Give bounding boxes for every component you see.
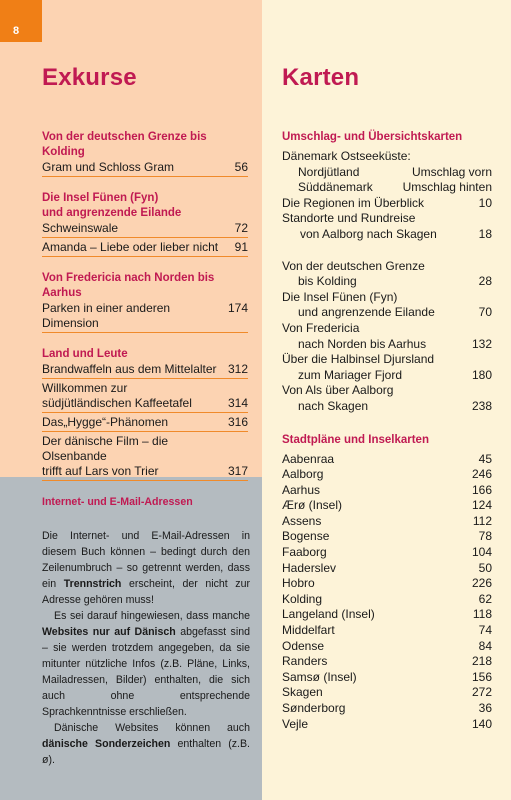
entry-title: Kolding (282, 591, 323, 606)
city-map-entry[interactable] (282, 561, 492, 577)
text-run: Dänische Websites können auch (54, 722, 250, 734)
exkurse-list (42, 130, 248, 495)
entry-title: Hobro (282, 576, 315, 591)
internet-paragraph (42, 720, 250, 768)
exkurse-group (42, 130, 248, 177)
entry-page: 124 (471, 498, 492, 513)
entry-title: Odense (282, 638, 325, 653)
heading-line: Land und Leute (42, 348, 128, 360)
entry-title: nach Skagen (298, 398, 369, 413)
entry-title: bis Kolding (298, 274, 357, 289)
exkurse-group-heading (42, 191, 248, 221)
item-page: 312 (227, 362, 248, 376)
entry-page: 62 (478, 591, 492, 606)
overview-entry[interactable] (282, 196, 492, 212)
entry-page: Umschlag vorn (411, 164, 492, 179)
item-title-line: südjütländischen Kaffeetafel (42, 396, 192, 410)
entry-title: und angrenzende Eilande (298, 305, 435, 320)
overview-entry[interactable] (282, 211, 492, 227)
item-page: 316 (227, 415, 248, 429)
internet-heading: Internet- und E-Mail-Adressen (42, 496, 193, 508)
city-map-entry[interactable] (282, 639, 492, 655)
item-title: Amanda – Liebe oder lieber nicht (42, 240, 219, 254)
regional-map-entry[interactable] (282, 321, 492, 337)
city-map-entry[interactable] (282, 529, 492, 545)
entry-title: Süddänemark (298, 180, 373, 195)
entry-page: 140 (471, 716, 492, 731)
exkurse-group-heading (42, 271, 248, 301)
item-title: Schweinswale (42, 221, 119, 235)
regional-map-entry[interactable] (282, 259, 492, 275)
entry-title: Haderslev (282, 560, 337, 575)
city-map-entry[interactable] (282, 483, 492, 499)
item-title: Parken in einer anderen Dimension (42, 301, 171, 330)
item-page: 317 (227, 464, 248, 478)
overview-entry[interactable] (282, 165, 492, 181)
overview-entry[interactable] (282, 149, 492, 165)
item-page: 72 (234, 221, 248, 235)
entry-title: Assens (282, 513, 322, 528)
bold-run: dänische Sonderzeichen (42, 738, 171, 750)
text-run: abgefasst sind – sie werden trotzdem angegeben, da sie mitunter nützliche Infos (z.B. Pläne, Links, Mailadressen, Bilder) enthalten, die sich auch ohne entsprechende Sprachkenntnisse erschließen. (42, 626, 250, 718)
entry-page: 132 (471, 336, 492, 351)
internet-paragraph (42, 608, 250, 720)
entry-page: 74 (478, 623, 492, 638)
city-map-entry[interactable] (282, 670, 492, 686)
city-map-entry[interactable] (282, 623, 492, 639)
entry-title: Randers (282, 654, 328, 669)
entry-page: 28 (478, 274, 492, 289)
entry-page: 78 (478, 529, 492, 544)
city-map-entry[interactable] (282, 592, 492, 608)
entry-title: Die Regionen im Überblick (282, 195, 425, 210)
city-map-entry[interactable] (282, 467, 492, 483)
entry-page: 18 (478, 226, 492, 241)
entry-title: Sønderborg (282, 701, 346, 715)
entry-title: Die Insel Fünen (Fyn) (282, 289, 398, 304)
entry-title: Aabenraa (282, 451, 335, 466)
entry-page: 10 (478, 195, 492, 210)
regional-list (282, 259, 492, 415)
item-page: 314 (227, 396, 248, 410)
regional-map-entry[interactable] (282, 290, 492, 306)
text-run: enthalten (z.B. ø). (42, 738, 250, 766)
entry-title: Über die Halbinsel Djursland (282, 352, 435, 367)
city-map-entry[interactable] (282, 607, 492, 623)
item-page: 91 (234, 240, 248, 254)
exkurse-item[interactable] (42, 381, 248, 413)
item-title (42, 434, 220, 479)
entry-title: Middelfart (282, 623, 335, 638)
entry-title: nach Norden bis Aarhus (298, 336, 427, 351)
item-title: Das„Hygge“-Phänomen (42, 415, 169, 429)
heading-line: Von Fredericia nach Norden bis Aarhus (42, 272, 215, 299)
regional-map-entry[interactable] (282, 305, 492, 321)
internet-paragraph (42, 528, 250, 608)
overview-heading: Umschlag- und Übersichtskarten (282, 131, 463, 143)
entry-page: Umschlag hinten (402, 180, 492, 195)
entry-page: 112 (472, 513, 492, 528)
entry-title: Langeland (Insel) (282, 607, 375, 622)
entry-title: von Aalborg nach Skagen (300, 226, 437, 241)
text-run: Die Internet- und E-Mail-Adressen in diesem Buch können – bedingt durch den Zeilenumbruch – so getrennt werden, dass ein (42, 530, 250, 590)
entry-page: 45 (478, 451, 492, 466)
regional-map-entry[interactable] (282, 399, 492, 415)
exkurse-item[interactable] (42, 160, 248, 177)
city-map-entry[interactable] (282, 514, 492, 530)
internet-info (42, 494, 250, 768)
entry-title: Vejle (282, 716, 309, 731)
exkurse-item[interactable] (42, 434, 248, 481)
item-title: Gram und Schloss Gram (42, 160, 175, 174)
entry-page: 156 (471, 669, 492, 684)
text-run: erscheint, der nicht zur Adresse gehören muss! (42, 578, 250, 606)
entry-title: zum Mariager Fjord (298, 367, 403, 382)
city-map-entry[interactable] (282, 685, 492, 701)
entry-title: Faaborg (282, 545, 327, 560)
text-run: Es sei darauf hingewiesen, dass manche (54, 610, 250, 622)
entry-page: 218 (471, 654, 492, 669)
entry-title: Skagen (282, 685, 323, 700)
exkurse-group (42, 271, 248, 333)
exkurse-item[interactable] (42, 240, 248, 257)
exkurse-item[interactable] (42, 362, 248, 379)
entry-title: Aalborg (282, 467, 324, 482)
city-heading: Stadtpläne und Inselkarten (282, 433, 429, 446)
item-page: 56 (234, 160, 248, 174)
item-title-line: Der dänische Film – die Olsenbande (42, 434, 169, 463)
entry-title: Samsø (Insel) (282, 669, 357, 684)
entry-title: Nordjütland (298, 164, 360, 179)
city-map-entry[interactable] (282, 717, 492, 733)
exkurse-group-heading (42, 347, 248, 362)
item-title-line: Willkommen zur (42, 381, 128, 395)
bold-run: Trennstrich (63, 578, 122, 590)
entry-title: Aarhus (282, 482, 321, 497)
exkurse-group (42, 347, 248, 481)
exkurse-item[interactable] (42, 221, 248, 238)
entry-page: 70 (478, 305, 492, 320)
entry-title: Von der deutschen Grenze (282, 258, 425, 273)
overview-list (282, 149, 492, 243)
exkurse-item[interactable] (42, 415, 248, 432)
entry-title: Ærø (Insel) (282, 498, 342, 513)
exkurse-group (42, 191, 248, 257)
entry-page: 118 (472, 607, 492, 622)
entry-page: 272 (471, 685, 492, 700)
item-title-line: trifft auf Lars von Trier (42, 464, 159, 478)
item-page: 174 (227, 301, 248, 315)
entry-page: 36 (478, 701, 492, 715)
entry-page: 226 (471, 576, 492, 591)
entry-page: 84 (478, 638, 492, 653)
page-number: 8 (13, 25, 20, 37)
overview-entry[interactable] (282, 227, 492, 243)
item-title (42, 381, 220, 411)
overview-entry[interactable] (282, 180, 492, 196)
entry-title: Von Fredericia (282, 320, 360, 335)
city-map-entry[interactable] (282, 654, 492, 670)
regional-map-entry[interactable] (282, 274, 492, 290)
city-map-entry[interactable] (282, 545, 492, 561)
bold-run: Websites nur auf Dänisch (42, 626, 176, 638)
entry-page: 238 (471, 398, 492, 413)
exkurse-title: Exkurse (42, 64, 137, 91)
city-map-entry[interactable] (282, 498, 492, 514)
heading-line: Die Insel Fünen (Fyn) (42, 192, 159, 204)
exkurse-item[interactable] (42, 301, 248, 333)
entry-page: 166 (471, 482, 492, 497)
entry-page: 104 (471, 545, 492, 560)
heading-line: und angrenzende Eilande (42, 207, 182, 219)
regional-map-entry[interactable] (282, 368, 492, 384)
regional-map-entry[interactable] (282, 352, 492, 368)
item-title: Brandwaffeln aus dem Mittelalter (42, 362, 217, 376)
city-map-entry[interactable] (282, 452, 492, 468)
city-map-entry[interactable] (282, 701, 492, 717)
city-map-entry[interactable] (282, 576, 492, 592)
city-list (282, 452, 492, 733)
exkurse-group-heading (42, 130, 248, 160)
heading-line: Von der deutschen Grenze bis Kolding (42, 131, 207, 158)
regional-map-entry[interactable] (282, 383, 492, 399)
entry-page: 180 (471, 367, 492, 382)
page-number-tab (0, 0, 42, 42)
entry-page: 50 (478, 560, 492, 575)
entry-title: Standorte und Rundreise (282, 211, 416, 226)
regional-map-entry[interactable] (282, 337, 492, 353)
karten-list (282, 130, 492, 732)
entry-title: Von Als über Aalborg (282, 383, 394, 398)
entry-title: Dänemark Ostseeküste: (282, 149, 411, 163)
entry-page: 246 (471, 467, 492, 482)
entry-title: Bogense (282, 529, 330, 544)
karten-title: Karten (282, 64, 360, 91)
